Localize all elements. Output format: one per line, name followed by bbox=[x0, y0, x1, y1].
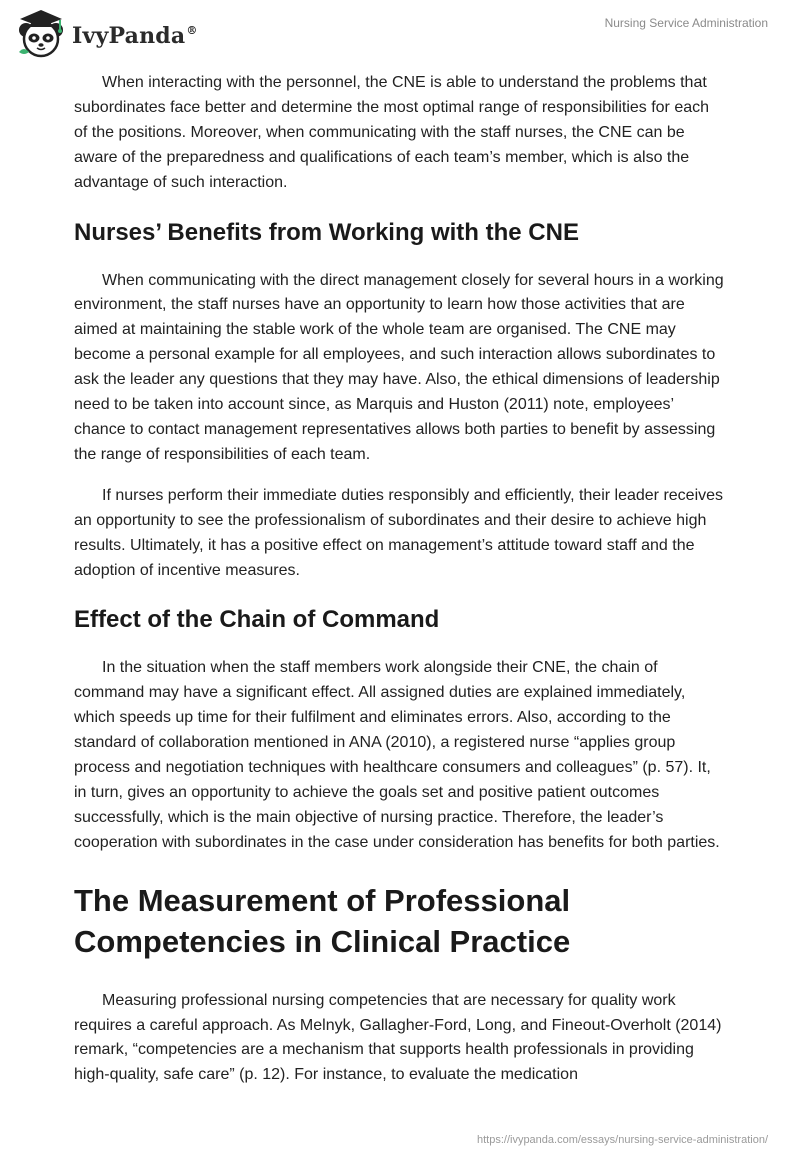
paragraph: Measuring professional nursing competencies that are necessary for quality work requires a careful approach. As Melnyk, Gallagher-Ford, Long, and Fineout-Overholt (2014) remark, “competencies are a mechanism that supports health professionals in providing high-quality, safe care” (p. 12). For instance, to evaluate the medication bbox=[74, 991, 722, 1084]
essay-body bbox=[74, 71, 726, 1104]
panda-graduate-icon bbox=[14, 8, 68, 62]
section-heading-chain-of-command: Effect of the Chain of Command bbox=[74, 606, 440, 634]
paragraph: If nurses perform their immediate duties responsibly and efficiently, their leader receives an opportunity to see the professionalism of subordinates and their desire to achieve high results. Ultimately, it has a positive effect on management’s attitude toward staff and the adoption of incentive measures. bbox=[74, 486, 724, 579]
brand-name: IvyPanda® bbox=[72, 23, 198, 49]
document-title: Nursing Service Administration bbox=[604, 16, 768, 30]
page-header bbox=[0, 0, 800, 70]
section-heading-measurement: The Measurement of Professional Competencies in Clinical Practice bbox=[74, 882, 571, 959]
registered-mark: ® bbox=[186, 24, 198, 37]
source-url[interactable]: https://ivypanda.com/essays/nursing-service-administration/ bbox=[476, 1134, 768, 1146]
section-heading-benefits: Nurses’ Benefits from Working with the CNE bbox=[74, 218, 579, 246]
paragraph: When interacting with the personnel, the CNE is able to understand the problems that subordinates face better and determine the most optimal range of responsibilities for each of the positions. Moreover, when communicating with the staff nurses, the CNE can be aware of the preparedness and qualifications of each team’s member, which is also the advantage of such interaction. bbox=[74, 74, 710, 191]
paragraph: In the situation when the staff members work alongside their CNE, the chain of command may have a significant effect. All assigned duties are explained immediately, which speeds up time for their fulfilment and eliminates errors. Also, according to the standard of collaboration mentioned in ANA (2010), a registered nurse “applies group process and negotiation techniques with healthcare consumers and colleagues” (p. 57). It, in turn, gives an opportunity to achieve the goals set and positive patient outcomes successfully, which is the main objective of nursing practice. Therefore, the leader’s cooperation with subordinates in the case under consideration has benefits for both parties. bbox=[74, 659, 720, 851]
paragraph: When communicating with the direct management closely for several hours in a working environment, the staff nurses have an opportunity to learn how those activities that are aimed at maintaining the stable work of the whole team are organised. The CNE may become a personal example for all employees, and such interaction allows subordinates to ask the leader any questions that they may have. Also, the ethical dimensions of leadership need to be taken into account since, as Marquis and Huston (2011) note, employees’ chance to contact management representatives allows both parties to benefit by assessing the range of responsibilities of each team. bbox=[74, 271, 724, 463]
ivypanda-logo[interactable] bbox=[14, 8, 198, 62]
